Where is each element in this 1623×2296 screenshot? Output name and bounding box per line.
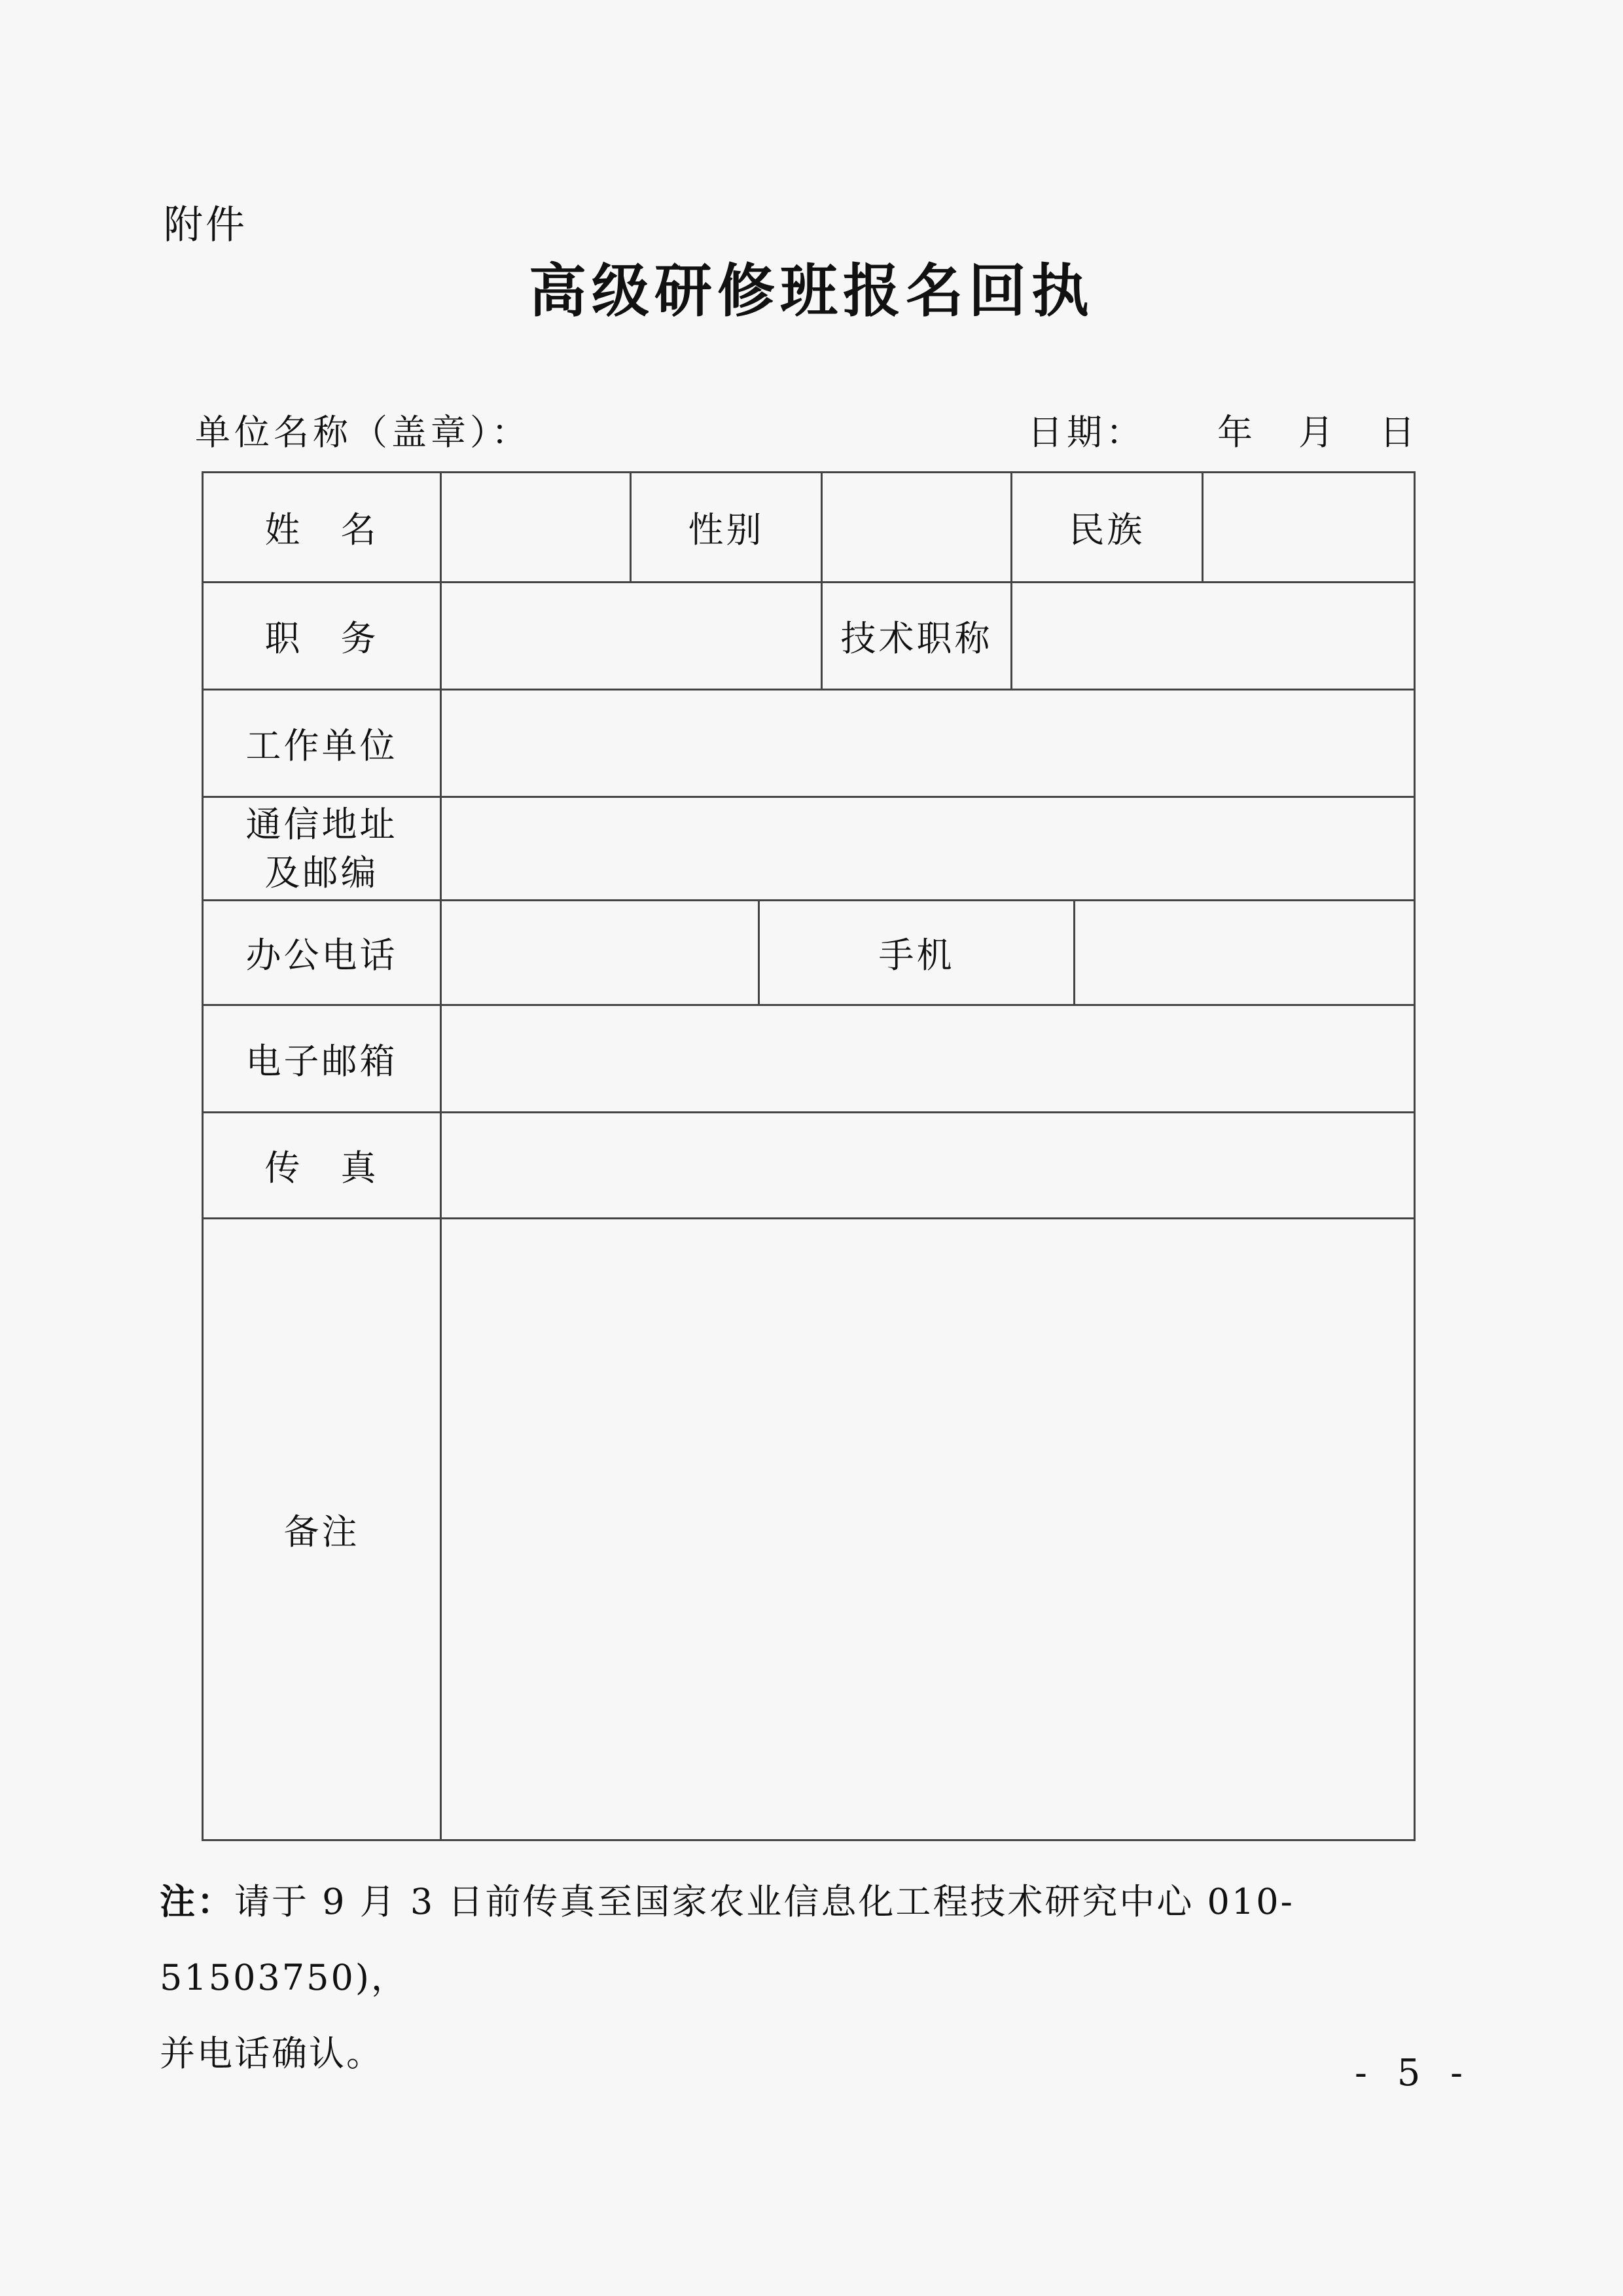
email-label: 电子邮箱 xyxy=(203,1005,441,1113)
address-label-line1: 通信地址 xyxy=(245,803,398,845)
email-field[interactable] xyxy=(441,1005,1415,1113)
date-line xyxy=(1027,404,1415,455)
table-row xyxy=(203,1219,1415,1840)
tech-title-label: 技术职称 xyxy=(822,583,1012,690)
gender-field[interactable] xyxy=(822,473,1012,583)
mobile-label: 手机 xyxy=(759,901,1075,1005)
note xyxy=(160,1864,1469,2092)
position-label: 职 务 xyxy=(203,583,441,690)
attachment-label: 附件 xyxy=(164,202,247,248)
page-title: 高级研修班报名回执 xyxy=(528,257,1094,325)
tech-title-field[interactable] xyxy=(1012,583,1415,690)
work-unit-label: 工作单位 xyxy=(203,690,441,797)
fax-field[interactable] xyxy=(441,1113,1415,1219)
date-month-label: 月 xyxy=(1298,412,1334,453)
name-label: 姓 名 xyxy=(203,473,441,583)
table-row xyxy=(203,797,1415,901)
gender-label: 性别 xyxy=(631,473,822,583)
table-row xyxy=(203,473,1415,583)
note-prefix: 注： xyxy=(160,1881,234,1922)
address-label-line2: 及邮编 xyxy=(264,852,379,893)
note-text: 请于 9 月 3 日前传真至国家农业信息化工程技术研究中心 010-51503750)， xyxy=(160,1881,1294,1998)
table-row xyxy=(203,901,1415,1005)
note-text-line2: 并电话确认。 xyxy=(160,2033,383,2074)
date-label: 日期： xyxy=(1027,412,1145,453)
date-day-label: 日 xyxy=(1380,412,1415,453)
remarks-label: 备注 xyxy=(203,1219,441,1840)
date-year-label: 年 xyxy=(1217,412,1253,453)
table-row xyxy=(203,583,1415,690)
office-phone-field[interactable] xyxy=(441,901,759,1005)
table-row xyxy=(203,690,1415,797)
address-label xyxy=(203,797,441,901)
address-field[interactable] xyxy=(441,797,1415,901)
ethnicity-field[interactable] xyxy=(1203,473,1415,583)
unit-name-label: 单位名称（盖章）： xyxy=(195,412,531,453)
office-phone-label: 办公电话 xyxy=(203,901,441,1005)
position-field[interactable] xyxy=(441,583,822,690)
name-field[interactable] xyxy=(441,473,631,583)
ethnicity-label: 民族 xyxy=(1012,473,1203,583)
table-row xyxy=(203,1005,1415,1113)
table-row xyxy=(203,1113,1415,1219)
page-number: - 5 - xyxy=(1355,2052,1472,2094)
remarks-field[interactable] xyxy=(441,1219,1415,1840)
work-unit-field[interactable] xyxy=(441,690,1415,797)
registration-form-table xyxy=(202,471,1416,1841)
mobile-field[interactable] xyxy=(1075,901,1415,1005)
fax-label: 传 真 xyxy=(203,1113,441,1219)
